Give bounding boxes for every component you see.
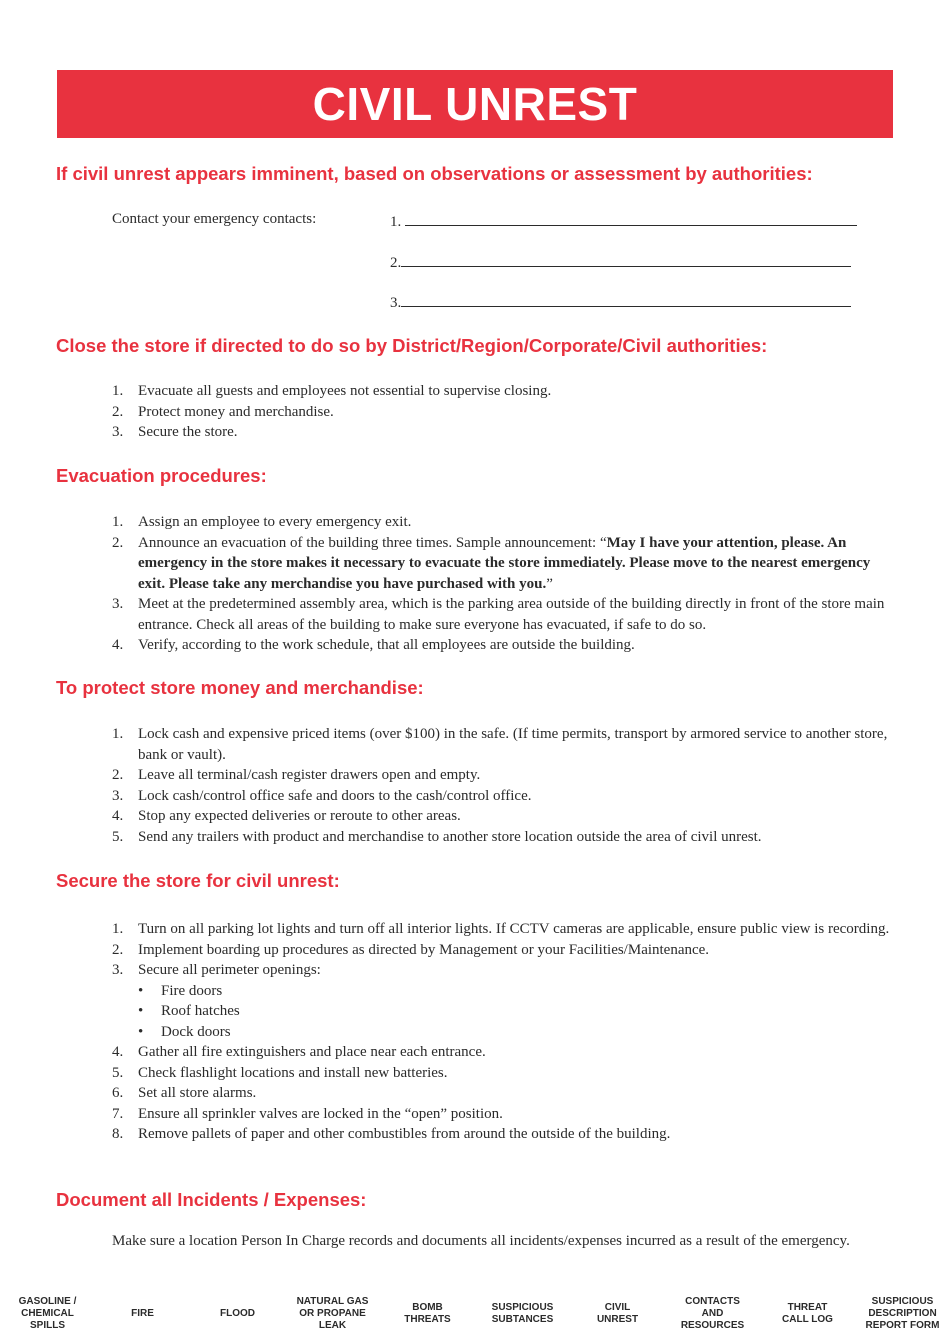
title-banner [57,70,893,138]
contact-blank[interactable] [401,292,851,307]
list-item: 2. Implement boarding up procedures as directed by Management or your Facilities/Maintenance. [112,941,710,958]
list-item: 1. Lock cash and expensive priced items (over $100) in the safe. (If time permits, transport by armored service to another store, bank or vault). [112,726,888,763]
contact-label: Contact your emergency contacts: [112,211,317,227]
contact-blank[interactable] [405,211,857,226]
contact-line-2[interactable] [390,252,851,272]
heading-protect-money: To protect store money and merchandise: [56,677,424,698]
close-store-list [112,381,897,443]
list-item: 1. Assign an employee to every emergency exit. [112,514,412,530]
contact-line-3[interactable] [390,292,851,312]
list-item: 2. Announce an evacuation of the building three times. Sample announcement: “May I have your attention, please. An emergency in the store makes it necessary to evacuate the store immediately. Please move to the nearest emergency exit. Please take any merchandise you have purchased with you.” [112,534,871,592]
contact-blank[interactable] [401,252,851,267]
secure-list [112,919,897,1145]
tab-fire[interactable]: FIRE [131,1308,154,1319]
tab-natural-gas-leak[interactable]: NATURAL GAS OR PROPANE LEAK [296,1296,369,1331]
list-item: 3. Lock cash/control office safe and doors to the cash/control office. [112,787,532,804]
list-item: 3. Secure the store. [112,424,238,440]
list-item: 5. Send any trailers with product and merchandise to another store location outside the area of civil unrest. [112,828,762,845]
list-item: 2. Protect money and merchandise. [112,403,334,420]
contact-line-number: 2. [390,255,402,271]
list-item: 1. Evacuate all guests and employees not essential to supervise closing. [112,383,552,399]
sample-announcement: May I have your attention, please. An emergency in the store makes it necessary to evacuate the store immediately. Please move to the nearest emergency exit. Please take any merchandise you have purchased with you. [138,534,871,592]
list-item: 6. Set all store alarms. [112,1085,257,1101]
tab-threat-call-log[interactable]: THREAT CALL LOG [782,1302,833,1325]
list-item: 5. Check flashlight locations and install new batteries. [112,1064,448,1081]
protect-list [112,724,897,847]
list-item: 4. Verify, according to the work schedule, that all employees are outside the building. [112,637,635,653]
bullet-item: • Roof hatches [138,1001,897,1022]
list-item: 8. Remove pallets of paper and other combustibles from around the outside of the building. [112,1126,671,1142]
list-item: 1. Turn on all parking lot lights and turn off all interior lights. If CCTV cameras are applicable, ensure public view is recording. [112,921,890,937]
heading-secure-store: Secure the store for civil unrest: [56,870,340,891]
bullet-item: • Fire doors [138,981,897,1002]
list-item: 4. Gather all fire extinguishers and place near each entrance. [112,1044,486,1060]
tab-suspicious-substances[interactable]: SUSPICIOUS SUBTANCES [491,1302,554,1325]
list-item: 2. Leave all terminal/cash register drawers open and empty. [112,767,481,783]
tab-suspicious-description-report[interactable]: SUSPICIOUS DESCRIPTION REPORT FORM [865,1296,940,1331]
list-item: 3. Secure all perimeter openings: • Fire doors • Roof hatches • Dock doors [112,960,897,1042]
tab-civil-unrest[interactable]: CIVIL UNREST [596,1302,639,1325]
list-item: 4. Stop any expected deliveries or reroute to other areas. [112,808,461,824]
bullet-item: • Dock doors [138,1022,897,1043]
contact-line-1[interactable] [390,211,857,231]
heading-document-incidents: Document all Incidents / Expenses: [56,1189,367,1210]
list-item: 7. Ensure all sprinkler valves are locked in the “open” position. [112,1105,503,1122]
list-item: 3. Meet at the predetermined assembly area, which is the parking area outside of the building directly in front of the store main entrance. Check all areas of the building to make sure everyone has evacuated, if safe to do so. [112,596,885,633]
evacuation-list [112,512,897,656]
heading-evacuation: Evacuation procedures: [56,465,267,486]
document-instructions: Make sure a location Person In Charge records and documents all incidents/expenses incurred as a result of the emergency. [112,1233,850,1249]
heading-imminent: If civil unrest appears imminent, based on observations or assessment by authorities: [56,163,813,184]
page-title: CIVIL UNREST [312,78,638,130]
footer-tabs [0,1291,950,1337]
tab-flood[interactable]: FLOOD [220,1308,255,1319]
tab-gasoline-chemical-spills[interactable]: GASOLINE / CHEMICAL SPILLS [18,1296,77,1331]
tab-bomb-threats[interactable]: BOMB THREATS [404,1302,451,1325]
tab-contacts-resources[interactable]: CONTACTS AND RESOURCES [680,1296,745,1331]
heading-close-store: Close the store if directed to do so by District/Region/Corporate/Civil authorities: [56,335,768,356]
contact-line-number: 3. [390,295,402,311]
contact-line-number: 1. [390,214,405,230]
perimeter-openings-list [138,981,897,1043]
